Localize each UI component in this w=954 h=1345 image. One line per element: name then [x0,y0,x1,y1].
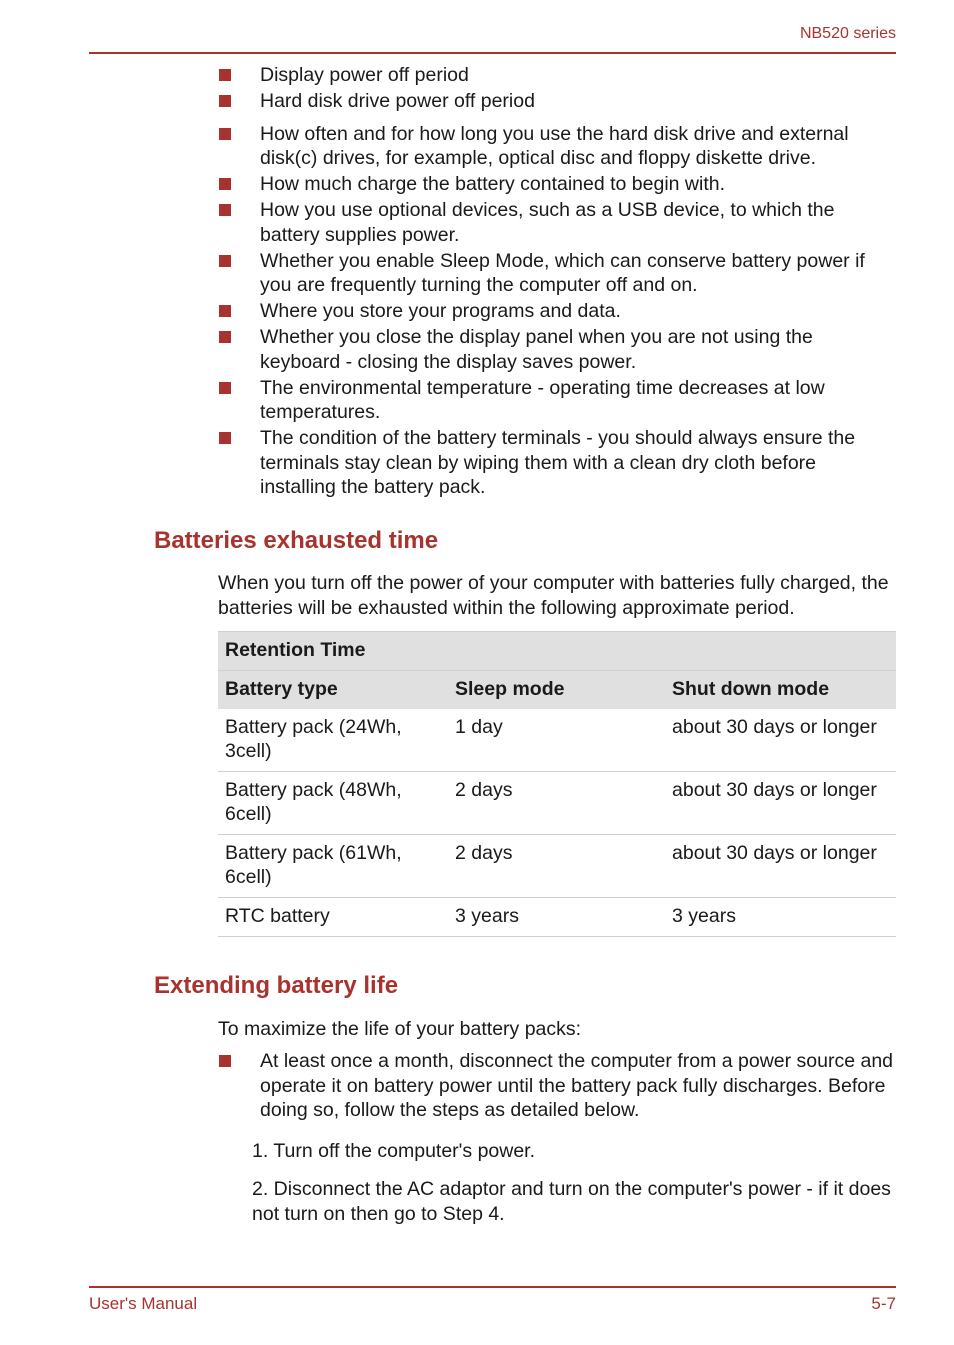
bullet-square-icon [219,305,231,317]
list-item: At least once a month, disconnect the computer from a power source and operate it on battery power until the battery pack fully discharges. Before doing so, follow the steps as detailed below. [217,1049,895,1123]
list-item: How much charge the battery contained to begin with. [217,172,895,197]
table-cell: RTC battery [218,898,448,937]
bullet-square-icon [219,432,231,444]
list-item: The condition of the battery terminals - you should always ensure the terminals stay clean by wiping them with a clean dry cloth before installing the battery pack. [217,426,895,500]
bullet-square-icon [219,255,231,267]
step-2: 2. Disconnect the AC adaptor and turn on the computer's power - if it does not turn on then go to Step 4. [252,1178,891,1225]
section-heading-exhausted-time: Batteries exhausted time [154,527,439,554]
section-intro: When you turn off the power of your computer with batteries fully charged, the batteries will be exhausted within the following approximate period. [218,572,889,619]
step-1: 1. Turn off the computer's power. [252,1140,536,1162]
bullet-square-icon [219,128,231,140]
table-cell: Battery pack (24Wh, 3cell) [218,709,448,772]
table-cell: 2 days [448,835,665,898]
column-header: Battery type [218,671,448,710]
table-cell: about 30 days or longer [665,709,896,772]
bullet-square-icon [219,95,231,107]
bullet-square-icon [219,382,231,394]
bullet-square-icon [219,331,231,343]
table-cell: Battery pack (61Wh, 6cell) [218,835,448,898]
table-row [218,772,896,835]
list-item: Whether you close the display panel when you are not using the keyboard - closing the display saves power. [217,325,895,374]
retention-table [218,631,896,937]
table-row [218,709,896,772]
section-heading-extending-life: Extending battery life [154,972,399,999]
list-item: How often and for how long you use the hard disk drive and external disk(c) drives, for example, optical disc and floppy diskette drive. [217,122,895,171]
table-caption: Retention Time [218,632,896,671]
table-cell: 3 years [448,898,665,937]
table-cell: 3 years [665,898,896,937]
section-intro: To maximize the life of your battery packs: [218,1018,582,1040]
footer-rule [89,1286,896,1288]
bullet-square-icon [219,1055,231,1067]
table-row [218,898,896,937]
table-cell: Battery pack (48Wh, 6cell) [218,772,448,835]
table-header-row [218,671,896,710]
factors-list [217,63,895,501]
list-item: Hard disk drive power off period [217,89,895,114]
list-item: Where you store your programs and data. [217,299,895,324]
extending-list [217,1049,895,1123]
list-item: How you use optional devices, such as a USB device, to which the battery supplies power. [217,198,895,247]
column-header: Sleep mode [448,671,665,710]
table-cell: 2 days [448,772,665,835]
table-cell: about 30 days or longer [665,835,896,898]
table-caption-row [218,632,896,671]
list-item: The environmental temperature - operating time decreases at low temperatures. [217,376,895,425]
table-cell: 1 day [448,709,665,772]
list-item: Display power off period [217,63,895,88]
footer-manual-title: User's Manual [89,1294,198,1313]
header-rule [89,52,896,54]
footer-page-number: 5-7 [871,1294,896,1313]
bullet-square-icon [219,178,231,190]
table-cell: about 30 days or longer [665,772,896,835]
column-header: Shut down mode [665,671,896,710]
bullet-square-icon [219,204,231,216]
table-row [218,835,896,898]
header-series: NB520 series [799,25,896,42]
list-item: Whether you enable Sleep Mode, which can conserve battery power if you are frequently turning the computer off and on. [217,249,895,298]
bullet-square-icon [219,69,231,81]
